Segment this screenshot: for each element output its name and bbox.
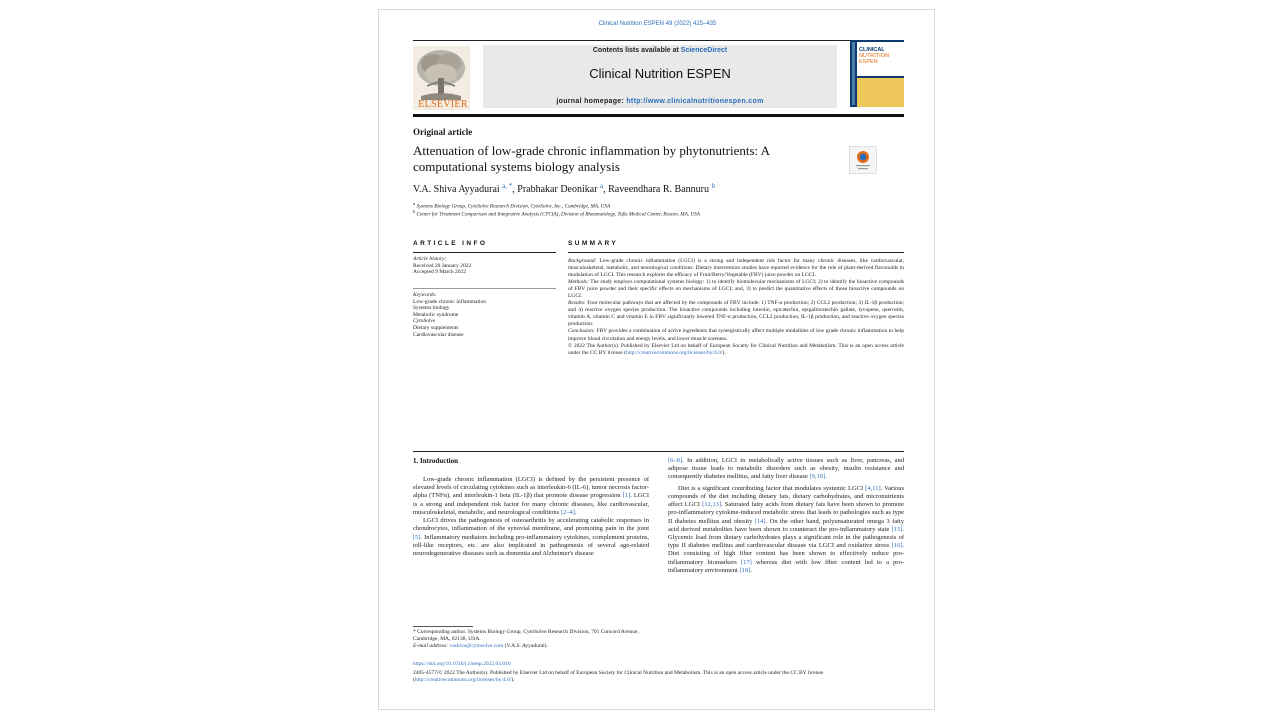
article-title xyxy=(413,143,813,175)
summary-copyright xyxy=(568,343,904,357)
body-text: . Inflammatory mediators including pro-inflammatory cytokines, complement proteins, toll-like receptors, etc. are also implicated in pathogenesis of several age-related neurodegenerative diseases such as dementia and Alzheimer's disease xyxy=(413,533,649,557)
summary-methods xyxy=(568,279,904,300)
journal-reference[interactable]: Clinical Nutrition ESPEN 49 (2022) 425–435 xyxy=(598,21,717,27)
license-link[interactable]: http://creativecommons.org/licenses/by/4.0/ xyxy=(414,677,512,683)
body-text: . Diet consisting of high fiber content has been shown to effectively reduce pro-inflammatory biomarkers xyxy=(668,542,904,566)
citation-link[interactable]: [17] xyxy=(740,558,752,566)
summary-paragraph: FBV provides a combination of active ingredients that synergistically affect multiple modalities of low grade chronic inflammation to help improve blood circulation and energy levels, and lower muscle soreness. xyxy=(568,328,904,342)
copyright-text: © 2022 The Author(s). Published by Elsevier Ltd on behalf of European Society for Clinical Nutrition and Metabolism. This is an open access article under the CC BY license ( xyxy=(568,342,904,356)
affiliation-b: $^b$ Center for Treatment Comparison and Integrative Analysis (CTCIA), Division of Rheumatology, Tufts Medical Center, Boston, MA, USA xyxy=(413,209,700,218)
summary-background xyxy=(568,258,904,279)
affiliation-a: $^a$ Systems Biology Group, CytoSolve Research Division, CytoSolve, Inc., Cambridge, MA, USA xyxy=(413,201,611,210)
history-label: Article history: xyxy=(413,256,447,262)
summary-bottom-rule xyxy=(413,451,904,452)
body-text: whereas diet with low fiber content led to a pro-inflammatory environment xyxy=(668,558,904,574)
keyword-item: Cardiovascular disease xyxy=(413,331,464,338)
author-affiliation-marker[interactable]: a, * xyxy=(502,182,513,190)
journal-title: Clinical Nutrition ESPEN xyxy=(589,66,731,81)
section-heading-introduction: 1. Introduction xyxy=(413,457,458,465)
summary-paragraph: The study employs computational systems biology: 1) to identify biomolecular mechanisms of LGCI; 2) to identify the bioactive compounds of FBV juice powder and their specific effects on mechanisms of LGCI; and, 3) to predict the quantitative effects of those bioactive compounds on LGCI. xyxy=(568,279,905,300)
article-title-line: computational systems biology analysis xyxy=(413,159,620,174)
article-info-divider xyxy=(413,288,556,289)
citation-link[interactable]: [18] xyxy=(739,566,751,574)
citation-link[interactable]: [4,11] xyxy=(865,484,881,492)
received-date: Received 20 January 2022 xyxy=(413,262,472,269)
citation-link[interactable]: [9,10] xyxy=(809,473,826,481)
summary-rule xyxy=(568,252,904,253)
summary-paragraph: Four molecular pathways that are affected by the compounds of FBV include: 1) TNF-α production; 2) CCL2 production; 3) IL-1β production; and 4) reactive oxygen species production. The bioactive compounds including luteolin, epicatechin, epigallocatechin gallate, lycopene, quercetin, vitamin A, vitamin C and vitamin E in FBV significantly lowered TNF-α production, CCL2 production, IL-1β production, and reactive oxygen species production. xyxy=(568,300,905,328)
summary-label: Results: xyxy=(568,300,586,307)
author-name[interactable]: Prabhakar Deonikar xyxy=(517,184,598,195)
contents-prefix: Contents lists available at xyxy=(592,47,681,54)
keyword-item: CytoSolve xyxy=(413,318,436,325)
article-history xyxy=(413,256,556,276)
contents-line xyxy=(483,47,837,54)
article-info-rule xyxy=(413,252,556,253)
affiliation-text: Center for Treatment Comparison and Integrative Analysis (CTCIA), Division of Rheumatology, Tufts Medical Center, Boston, MA, USA xyxy=(416,211,700,218)
body-text: . In addition, LGCI in metabolically active tissues such as liver, pancreas, and adipose tissue leads to metabolic disorders such as obesity, insulin resistance and consequently diabetes mellitus, and fatty liver disease xyxy=(668,457,904,481)
summary-heading: SUMMARY xyxy=(568,240,619,247)
summary-text xyxy=(568,258,904,357)
keyword-item: Systems biology xyxy=(413,305,450,312)
body-text: LGCI drives the pathogenesis of osteoarthritis by accelerating catabolic responses in chondrocytes, inflammation of the synovial membrane, and promoting pain in the joint xyxy=(413,517,649,533)
email-label: E-mail address: xyxy=(413,643,450,649)
intro-paragraph xyxy=(413,476,649,517)
homepage-link[interactable]: http://www.clinicalnutritionespen.com xyxy=(626,98,764,105)
journal-cover-thumbnail[interactable] xyxy=(850,40,904,107)
accepted-date: Accepted 9 March 2022 xyxy=(413,269,466,276)
citation-link[interactable]: [6–8] xyxy=(668,457,683,464)
author-affiliation-marker[interactable]: a xyxy=(600,182,604,190)
author-list: V.A. Shiva Ayyadurai $^{a, *}$, Prabhakar Deonikar $^a$, Raveendhara R. Bannuru $^b$ xyxy=(413,182,715,195)
keyword-item: Dietary supplements xyxy=(413,324,459,331)
author-name[interactable]: V.A. Shiva Ayyadurai xyxy=(413,184,500,195)
citation-link[interactable]: [1] xyxy=(622,492,631,500)
author-affiliation-marker[interactable]: b xyxy=(711,182,715,190)
summary-label: Conclusion: xyxy=(568,328,595,335)
sciencedirect-link[interactable]: ScienceDirect xyxy=(680,47,728,54)
doi-line xyxy=(413,661,904,668)
body-text: . On the other hand, polyunsaturated omega 3 fatty acid derived metabolites have been shown to counteract the pro-inflammatory state xyxy=(668,517,904,533)
cover-side-stripe xyxy=(852,42,855,105)
license-link[interactable]: http://creativecommons.org/licenses/by/4.0/ xyxy=(626,349,723,356)
intro-paragraph xyxy=(668,485,904,575)
citation-link[interactable]: [14] xyxy=(754,517,766,525)
header-top-rule xyxy=(413,40,904,41)
citation-link[interactable]: [12,13] xyxy=(702,501,722,509)
issn-end: ). xyxy=(511,677,515,683)
summary-label: Methods: xyxy=(568,279,589,286)
cover-title-line: NUTRITION xyxy=(859,53,889,59)
cover-image-band xyxy=(857,78,904,107)
article-page xyxy=(378,9,935,710)
journal-homepage xyxy=(483,98,837,105)
cover-title-line: ESPEN xyxy=(859,59,878,65)
body-text: . Glycemic load from dietary carbohydrates plays a significant role in the pathogenesis of type II diabetes mellitus and cardiovascular disease via LGCI and oxidative stress xyxy=(668,525,904,550)
intro-paragraph-continued xyxy=(668,457,904,482)
email-link[interactable]: vashiva@cytosolve.com xyxy=(449,643,504,649)
citation-link[interactable]: [5] xyxy=(413,533,421,541)
article-type: Original article xyxy=(413,127,473,137)
body-text: . xyxy=(750,566,752,574)
article-title-line: Attenuation of low-grade chronic inflammation by phytonutrients: A xyxy=(413,143,771,158)
keywords-label: Keywords: xyxy=(413,292,437,298)
body-text: . Saturated fatty acids from dietary fats have been shown to promote pro-inflammatory cytokine-induced metabolic stress that leads to pathologies such as type II diabetes mellitus and obesity xyxy=(668,501,904,525)
body-column-right xyxy=(668,457,904,649)
corresponding-author-note xyxy=(413,629,649,650)
summary-paragraph: Low-grade chronic inflammation (LGCI) is a strong and independent risk factor for many chronic diseases, like cardiovascular, musculoskeletal, metabolic, and neurological conditions. Dietary intervention studies have reported evidence for the role of plant-derived flavonoids in modulation of LGCI. This research explores the efficacy of Fruit/Berry/Vegetable (FBV) juice powder on LGCI. xyxy=(568,258,904,279)
affiliation-text: Systems Biology Group, CytoSolve Research Division, CytoSolve, Inc., Cambridge, MA, USA xyxy=(416,203,611,210)
body-text: . xyxy=(574,508,577,516)
body-text: . xyxy=(825,473,827,481)
copyright-end: ). xyxy=(722,349,726,356)
homepage-prefix: journal homepage: xyxy=(556,98,627,105)
article-info-heading: ARTICLE INFO xyxy=(413,240,488,247)
issn-text: 2405-4577/© 2022 The Author(s). Published by Elsevier Ltd on behalf of European Society for Clinical Nutrition and Metabolism. This is an open access article under the CC BY license ( xyxy=(413,670,824,683)
body-column-left xyxy=(413,476,649,608)
body-text: Diet is a significant contributing factor that modulates systemic LGCI xyxy=(678,484,866,492)
summary-conclusion xyxy=(568,328,904,342)
doi-link[interactable]: https://doi.org/10.1016/j.clnesp.2022.03.010 xyxy=(413,661,511,667)
body-text: . LGCI is a strong and independent risk factor for many chronic diseases, like cardiovascular, musculoskeletal, metabolic, and neurological conditions xyxy=(413,492,649,516)
check-for-updates-icon[interactable] xyxy=(849,146,877,174)
publisher-wordmark: ELSEVIER xyxy=(418,99,468,110)
citation-link[interactable]: [15] xyxy=(891,525,903,533)
body-text: . Various compounds of the diet including dietary fats, dietary carbohydrates, and micronutrients affect LGCI xyxy=(668,484,904,509)
keywords-block xyxy=(413,292,556,338)
summary-results xyxy=(568,300,904,328)
body-text: Low-grade chronic inflammation (LGCI) is defined by the persistent presence of elevated levels of circulating cytokines such as interleukin-6 (IL-6), tumor necrosis factor-alpha (TNFα), and interleukin-1 beta (IL-1β) that promote disease progression xyxy=(413,476,649,500)
summary-label: Background: xyxy=(568,258,597,264)
intro-paragraph xyxy=(413,517,649,558)
issn-line xyxy=(413,670,904,684)
footnote-rule xyxy=(413,626,473,627)
citation-link[interactable]: [2–4] xyxy=(560,508,575,516)
email-suffix: (V.A.S. Ayyadurai). xyxy=(503,643,548,649)
cover-title xyxy=(859,47,889,65)
corresponding-author-text: * Corresponding author. Systems Biology Group, CytoSolve Research Division, 701 Concord Avenue, Cambridge, MA, 02138, USA. xyxy=(413,629,639,642)
email-line xyxy=(413,643,649,650)
cover-title-line: CLINICAL xyxy=(859,47,885,53)
author-name[interactable]: Raveendhara R. Bannuru xyxy=(608,184,709,195)
keyword-item: Metabolic syndrome xyxy=(413,311,459,318)
header-thick-rule xyxy=(413,114,904,117)
keyword-item: Low-grade chronic inflammation xyxy=(413,298,487,305)
citation-link[interactable]: [16] xyxy=(891,542,903,550)
